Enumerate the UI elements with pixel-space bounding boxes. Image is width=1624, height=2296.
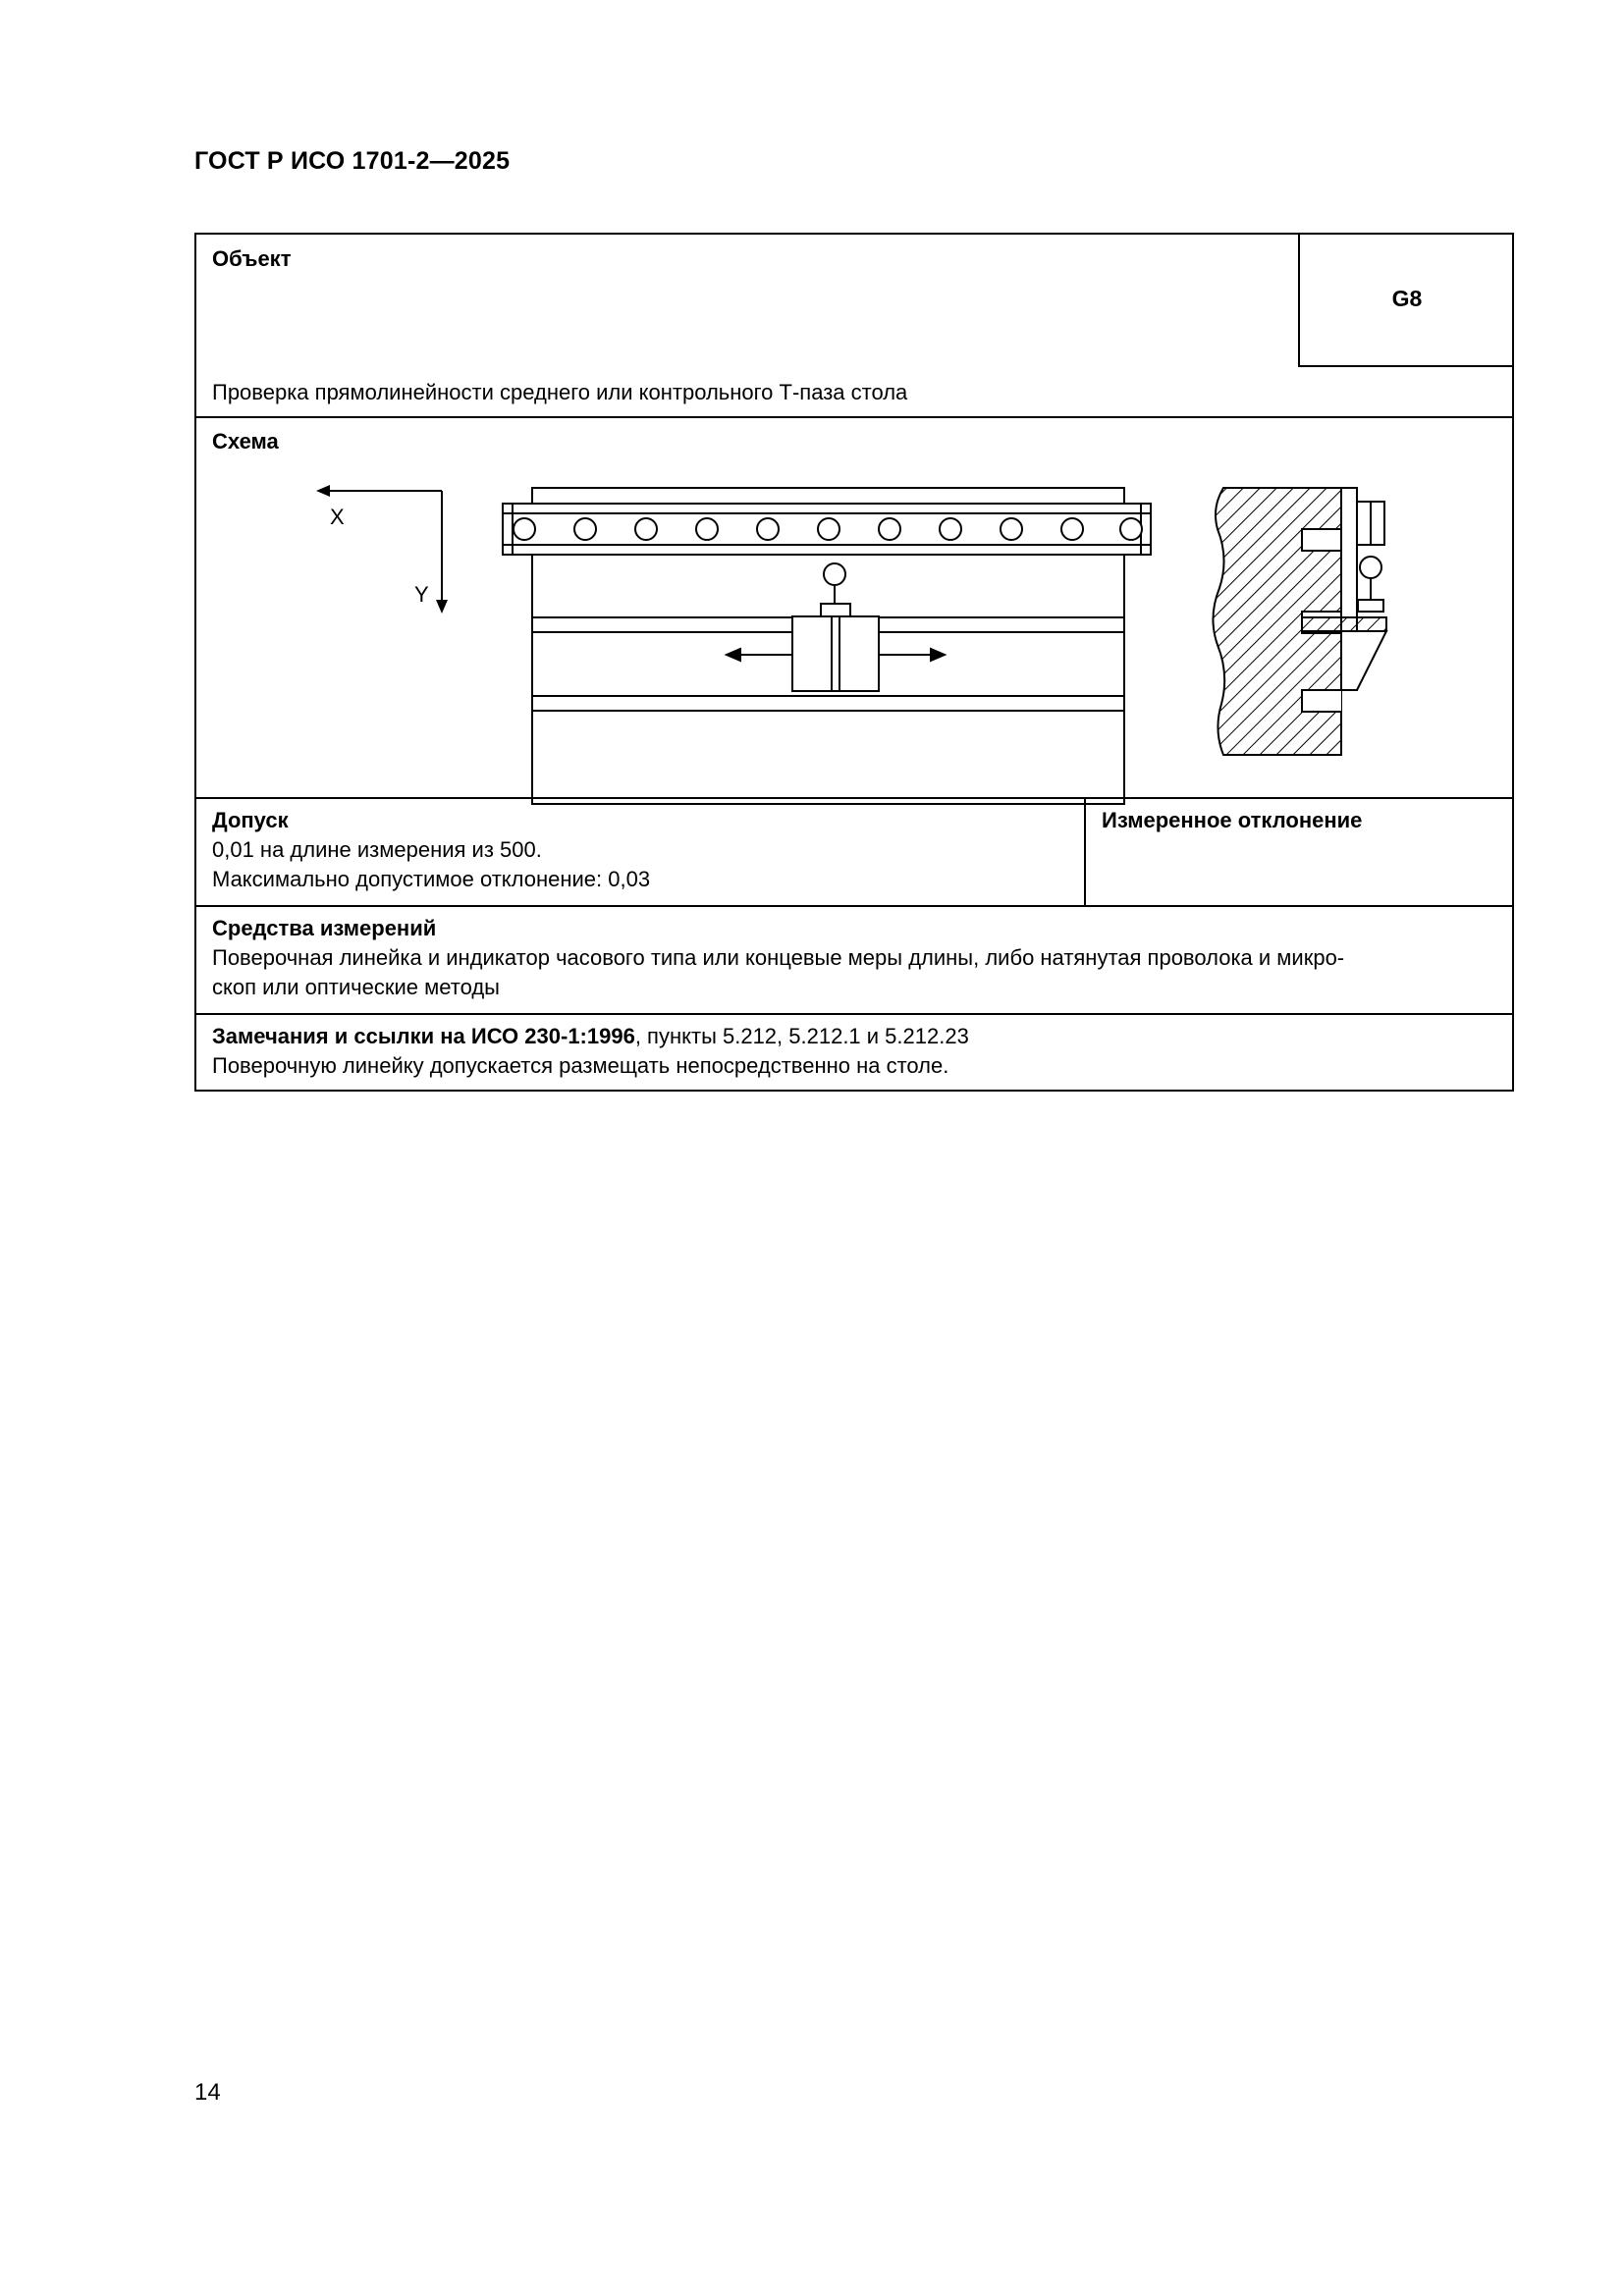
scheme-label: Схема: [212, 429, 279, 454]
arrow-left-icon: [727, 649, 740, 661]
x-arrow-icon: [316, 485, 330, 497]
test-sheet-table: [194, 233, 1514, 1092]
axis-x-label: X: [330, 505, 345, 529]
instruments-line-1: Поверочная линейка и индикатор часового типа или концевые меры длины, либо натянутая проволока и микро-: [212, 945, 1345, 970]
tolerance-line-2: Максимально допустимое отклонение: 0,03: [212, 867, 651, 891]
y-arrow-icon: [436, 600, 448, 614]
object-label: Объект: [212, 246, 292, 271]
remarks-line-2: Поверочную линейку допускается размещать непосредственно на столе.: [212, 1053, 949, 1078]
instruments-label: Средства измерений: [212, 916, 437, 940]
straightedge: [503, 504, 1151, 555]
object-description: Проверка прямолинейности среднего или контрольного Т-паза стола: [212, 380, 908, 404]
row-divider: [196, 905, 1512, 907]
dial-indicator: [792, 563, 879, 691]
remarks-line-1: [212, 1022, 969, 1051]
cross-section: [1213, 488, 1386, 755]
arrow-right-icon: [931, 649, 945, 661]
remarks-reference: , пункты 5.212, 5.212.1 и 5.212.23: [634, 1024, 969, 1048]
object-id: G8: [1391, 286, 1423, 311]
document-header: ГОСТ Р ИСО 1701-2—2025: [194, 147, 511, 175]
tolerance-label: Допуск: [212, 808, 289, 832]
scheme-diagram: [196, 235, 1512, 833]
row-divider: [196, 797, 1512, 799]
column-divider: [1084, 797, 1086, 905]
remarks-label: Замечания и ссылки на ИСО 230-1:1996: [212, 1024, 635, 1048]
page-number: 14: [194, 2079, 221, 2106]
axes: [316, 485, 448, 614]
axis-y-label: Y: [414, 582, 429, 607]
measured-deviation-label: Измеренное отклонение: [1102, 808, 1363, 832]
tolerance-line-1: 0,01 на длине измерения из 500.: [212, 837, 542, 862]
row-divider: [196, 1013, 1512, 1015]
instruments-line-2: скоп или оптические методы: [212, 975, 500, 999]
